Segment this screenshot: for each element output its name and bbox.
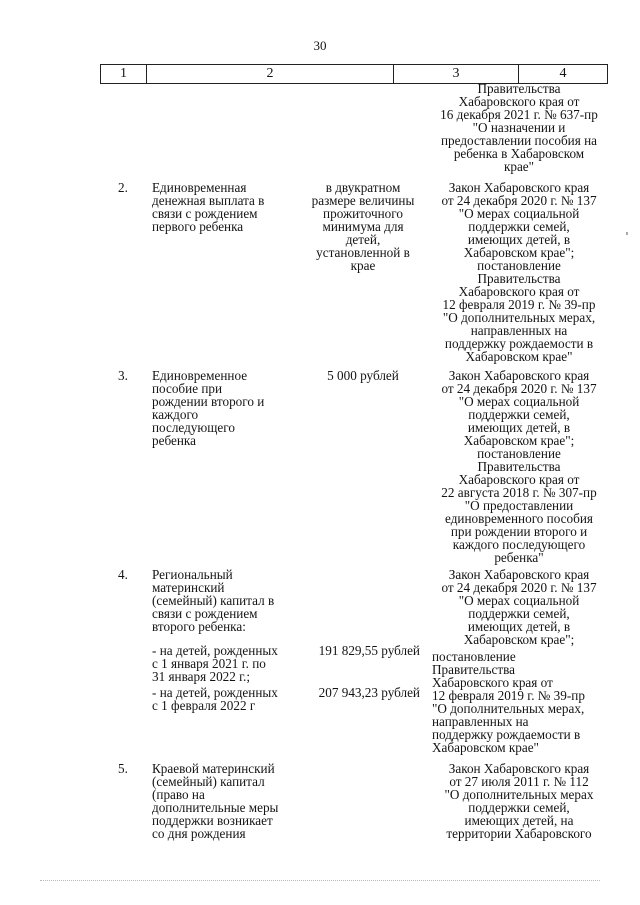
row-2-number: 2. [118,180,128,195]
row-5-basis: Закон Хабаровского края от 27 июля 2011 г. № 112 "О дополнительных мерах поддержки семей, имеющих детей, на территории Хабаровского [444,761,594,841]
row-5-name: Краевой материнский (семейный) капитал (право на дополнительные меры поддержки возникает со дня рождения [152,761,279,841]
row-5-number: 5. [118,761,128,776]
scan-footer-line [40,880,600,881]
row-4-sub-a-amount: 191 829,55 рублей [318,643,420,658]
row-3-basis: Закон Хабаровского края от 24 декабря 2020 г. № 137 "О мерах социальной поддержки семей, имеющих детей, в Хабаровском крае"; постановление Правительства Хабаровского края от 22 августа 2018 г. № 307-пр "О предоставлении единовременного пособия при рождении второго и каждого последующего ребенка" [441,368,597,565]
row-4-name: Региональный материнский (семейный) капитал в связи с рождением второго ребенка: [152,567,275,634]
row-4-basis-2: постановление Правительства Хабаровского края от 12 февраля 2019 г. № 39-пр "О дополнительных мерах, направленных на поддержку рождаемости в Хабаровском крае" [432,649,585,755]
row-4-number: 4. [118,567,128,582]
row-2-basis: Закон Хабаровского края от 24 декабря 2020 г. № 137 "О мерах социальной поддержки семей, имеющих детей, в Хабаровском крае"; постановление Правительства Хабаровского края от 12 февраля 2019 г. № 39-пр "О дополнительных мерах, направленных на поддержку рождаемости в Хабаровском крае" [441,180,597,364]
row-2-amount: в двукратном размере величины прожиточного минимума для детей, установленной в крае [311,180,415,273]
row-4-sub-a: - на детей, рожденных с 1 января 2021 г. по 31 января 2022 г.; [152,643,278,684]
scan-mark [626,232,628,235]
header-col-3: 3 [452,66,460,81]
header-col-2: 2 [266,66,274,81]
row-2-name: Единовременная денежная выплата в связи с рождением первого ребенка [152,180,265,234]
row-3-number: 3. [118,368,128,383]
row-4-sub-b: - на детей, рожденных с 1 февраля 2022 г [152,685,278,713]
row-4-sub-b-amount: 207 943,23 рублей [318,685,420,700]
header-col-4: 4 [559,66,567,81]
page-number: 30 [313,38,327,53]
continuation-text: Правительства Хабаровского края от 16 декабря 2021 г. № 637-пр "О назначении и предоставлении пособия на ребенка в Хабаровском крае" [440,81,598,174]
row-3-amount: 5 000 рублей [327,368,399,383]
row-4-basis: Закон Хабаровского края от 24 декабря 2020 г. № 137 "О мерах социальной поддержки семей, имеющих детей, в Хабаровском крае"; [441,567,597,647]
row-3-name: Единовременное пособие при рождении второго и каждого последующего ребенка [152,368,265,448]
header-col-1: 1 [120,66,127,81]
